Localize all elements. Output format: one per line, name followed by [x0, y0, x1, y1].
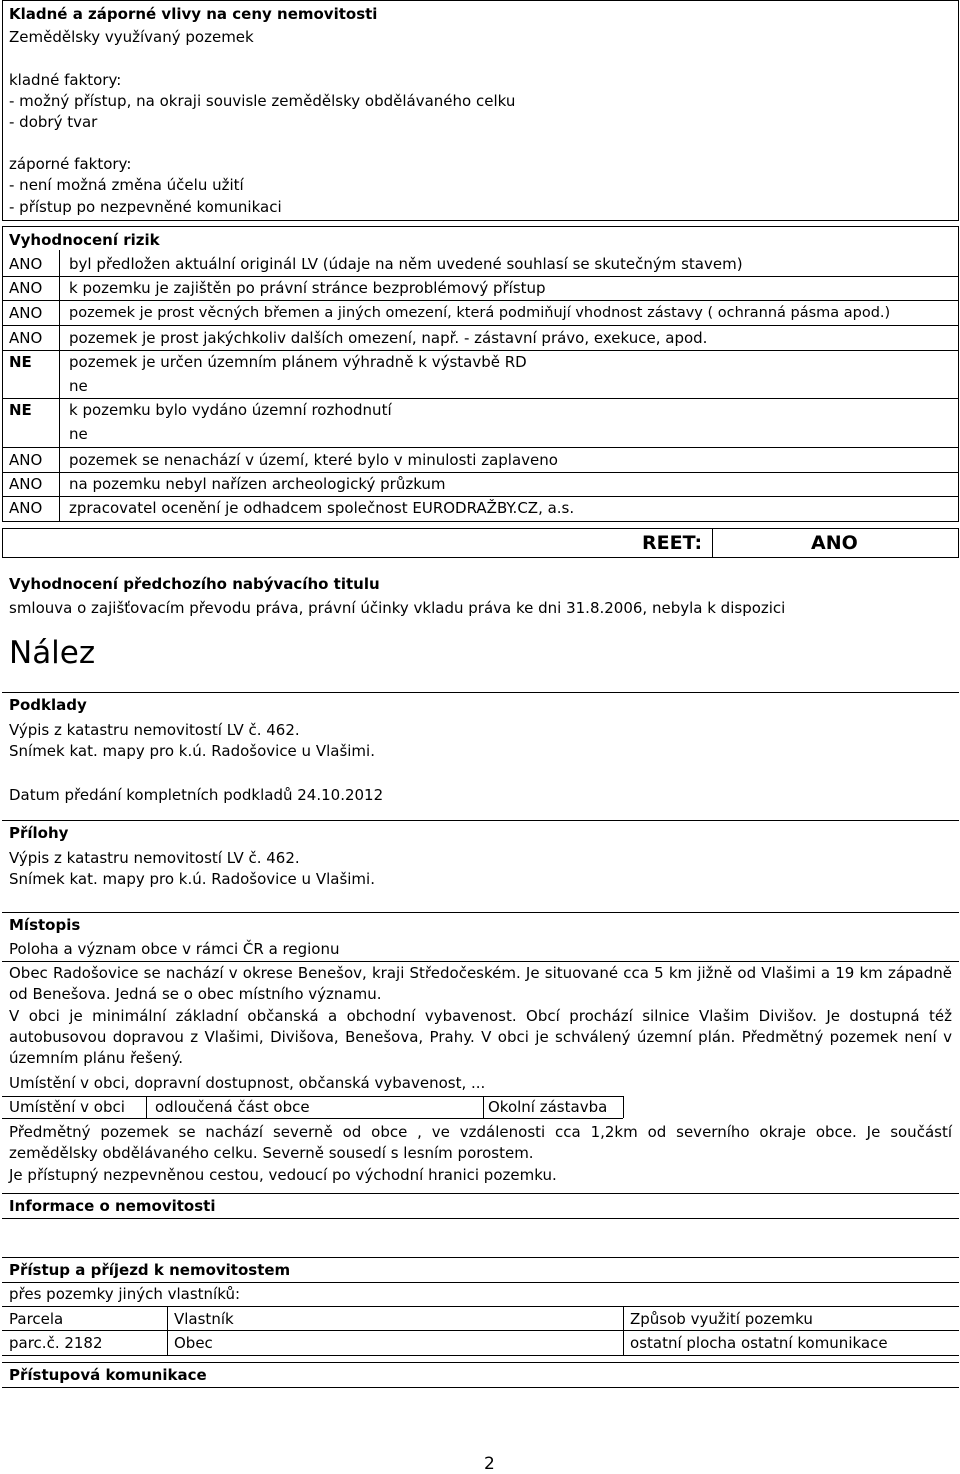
- placement-cell: odloučená část obce: [155, 1098, 310, 1116]
- risk-divider: [2, 276, 959, 277]
- placement-cell-border: [623, 1096, 624, 1118]
- prilohy-heading: Přílohy: [9, 824, 69, 842]
- section-rule: [2, 1362, 959, 1363]
- access-cell: ostatní plocha ostatní komunikace: [630, 1334, 888, 1352]
- risk-text: zpracovatel ocenění je odhadcem společnost EURODRAŽBY.CZ, a.s.: [69, 499, 575, 517]
- risk-divider: [2, 472, 959, 473]
- podklady-heading: Podklady: [9, 696, 87, 714]
- risk-divider: [2, 325, 959, 326]
- risk-divider: [2, 496, 959, 497]
- mistopis-paragraph: Předmětný pozemek se nachází severně od obce , ve vzdálenosti cca 1,2km od severního okraje obce. Je součástí zemědělsky obdělávaného celku. Severně sousedí s lesním porostem.: [9, 1123, 952, 1162]
- positive-factor: - možný přístup, na okraji souvisle zemědělsky obdělávaného celku: [9, 92, 516, 110]
- mistopis-subheading: Umístění v obci, dopravní dostupnost, občanská vybavenost, ...: [9, 1074, 486, 1092]
- placement-cell: Okolní zástavba: [488, 1098, 608, 1116]
- risk-text: k pozemku je zajištěn po právní stránce bezproblémový přístup: [69, 279, 546, 297]
- risk-label: NE: [9, 353, 32, 371]
- risk-divider: [2, 300, 959, 301]
- title-eval-heading: Vyhodnocení předchozího nabývacího titulu: [9, 575, 380, 593]
- mistopis-paragraph: Je přístupný nezpevněnou cestou, vedoucí po východní hranici pozemku.: [9, 1166, 557, 1184]
- access-column-header: Parcela: [9, 1310, 64, 1328]
- placement-table-bottom: [2, 1118, 623, 1119]
- mistopis-paragraph: V obci je minimální základní občanská a obchodní vybavenost. Obcí prochází silnice Vlašim Divišov. Je dostupná též autobusovou dopravou z Vlašimi, Divišova, Benešova, Prahy. V obci je schválený územní plán. Předmětný pozemek není v územním plánu řešený.: [9, 1007, 952, 1067]
- risk-label: NE: [9, 401, 32, 419]
- risk-subtext: ne: [69, 425, 88, 443]
- placement-cell-border: [483, 1096, 484, 1118]
- section-subtitle: Zemědělsky využívaný pozemek: [9, 28, 254, 46]
- risk-label: ANO: [9, 279, 43, 297]
- section-rule: [2, 1387, 959, 1388]
- access-heading: Přístup a příjezd k nemovitostem: [9, 1261, 291, 1279]
- risk-text: pozemek se nenachází v území, které bylo v minulosti zaplaveno: [69, 451, 558, 469]
- finding-heading: Nález: [9, 635, 96, 671]
- access-table-rule: [2, 1330, 959, 1331]
- title-eval-text: smlouva o zajišťovacím převodu práva, právní účinky vkladu práva ke dni 31.8.2006, nebyla k dispozici: [9, 599, 786, 617]
- subsection-rule: [2, 1282, 959, 1283]
- risk-text: k pozemku bylo vydáno územní rozhodnutí: [69, 401, 392, 419]
- mistopis-subheading: Poloha a význam obce v rámci ČR a regionu: [9, 940, 340, 958]
- risk-label: ANO: [9, 475, 43, 493]
- reet-label: REET:: [642, 532, 703, 554]
- risks-title: Vyhodnocení rizik: [9, 231, 160, 249]
- risk-text: byl předložen aktuální originál LV (údaje na něm uvedené souhlasí se skutečným stavem): [69, 255, 743, 273]
- risks-divider: [59, 250, 60, 522]
- page-number: 2: [484, 1454, 495, 1474]
- placement-cell: Umístění v obci: [9, 1098, 125, 1116]
- negative-factor: - není možná změna účelu užití: [9, 176, 244, 194]
- risk-text: pozemek je určen územním plánem výhradně k výstavbě RD: [69, 353, 527, 371]
- prilohy-item: Výpis z katastru nemovitostí LV č. 462.: [9, 849, 300, 867]
- prilohy-item: Snímek kat. mapy pro k.ú. Radošovice u Vlašimi.: [9, 870, 375, 888]
- risk-label: ANO: [9, 451, 43, 469]
- section-rule: [2, 820, 959, 821]
- risk-divider: [2, 447, 959, 448]
- access-table-rule: [2, 1306, 959, 1307]
- info-heading: Informace o nemovitosti: [9, 1197, 216, 1215]
- risk-label: ANO: [9, 255, 43, 273]
- access-subheading: přes pozemky jiných vlastníků:: [9, 1285, 241, 1303]
- section-rule: [2, 692, 959, 693]
- subsection-rule: [2, 961, 959, 962]
- access-column-header: Způsob využití pozemku: [630, 1310, 813, 1328]
- risk-text: na pozemku nebyl nařízen archeologický průzkum: [69, 475, 446, 493]
- negative-heading: záporné faktory:: [9, 155, 132, 173]
- access-table-rule: [2, 1355, 959, 1356]
- access-column-header: Vlastník: [174, 1310, 234, 1328]
- risk-subtext: ne: [69, 377, 88, 395]
- reet-value: ANO: [811, 532, 858, 554]
- risk-text: pozemek je prost věcných břemen a jiných omezení, která podmiňují vhodnost zástavy ( ochranná pásma apod.): [69, 305, 891, 321]
- positive-heading: kladné faktory:: [9, 71, 122, 89]
- mistopis-heading: Místopis: [9, 916, 81, 934]
- access-cell: parc.č. 2182: [9, 1334, 103, 1352]
- negative-factor: - přístup po nezpevněné komunikaci: [9, 198, 282, 216]
- access-table-border: [167, 1306, 168, 1355]
- risk-label: ANO: [9, 499, 43, 517]
- section-rule: [2, 1193, 959, 1194]
- podklady-item: Snímek kat. mapy pro k.ú. Radošovice u Vlašimi.: [9, 742, 375, 760]
- positive-factor: - dobrý tvar: [9, 113, 98, 131]
- section-rule: [2, 1218, 959, 1219]
- section-title: Kladné a záporné vlivy na ceny nemovitosti: [9, 5, 378, 23]
- mistopis-paragraph: Obec Radošovice se nachází v okrese Benešov, kraji Středočeském. Je situované cca 5 km jižně od Vlašimi a 19 km západně od Benešova. Jedná se o obec místního významu.: [9, 964, 952, 1003]
- section-rule: [2, 1257, 959, 1258]
- risk-label: ANO: [9, 304, 43, 322]
- access-cell: Obec: [174, 1334, 213, 1352]
- section-rule: [2, 912, 959, 913]
- handover-date: Datum předání kompletních podkladů 24.10.2012: [9, 786, 384, 804]
- risk-divider: [2, 398, 959, 399]
- placement-cell-border: [146, 1096, 147, 1118]
- risk-divider: [2, 350, 959, 351]
- risk-text: pozemek je prost jakýchkoliv dalších omezení, např. - zástavní právo, exekuce, apod.: [69, 329, 708, 347]
- podklady-item: Výpis z katastru nemovitostí LV č. 462.: [9, 721, 300, 739]
- risk-label: ANO: [9, 329, 43, 347]
- road-heading: Přístupová komunikace: [9, 1366, 207, 1384]
- reet-divider: [712, 528, 713, 558]
- access-table-border: [623, 1306, 624, 1355]
